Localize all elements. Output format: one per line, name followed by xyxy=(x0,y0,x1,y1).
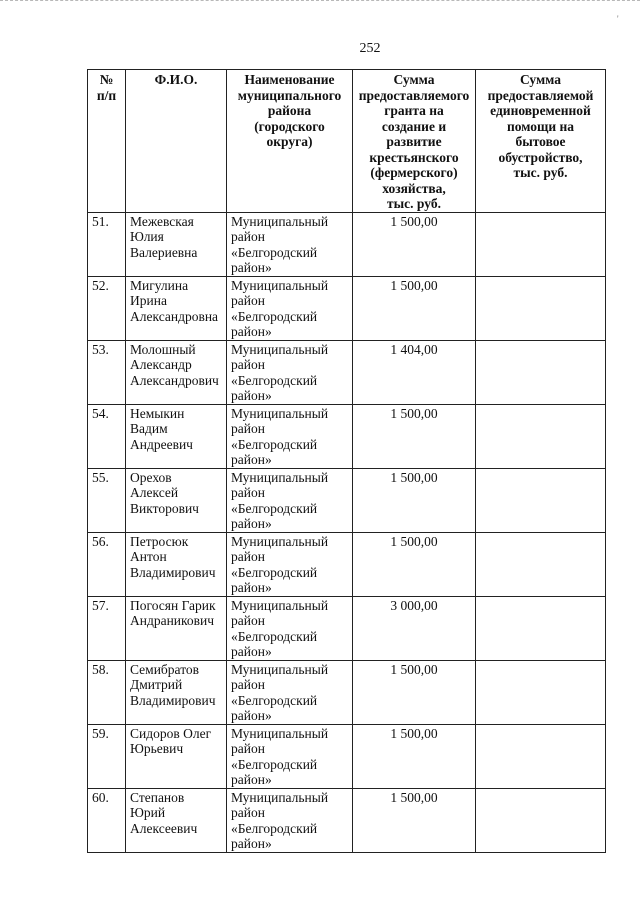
row-district: Муниципальный район «Белгородский район» xyxy=(227,468,353,532)
row-full-name: Степанов Юрий Алексеевич xyxy=(126,788,227,852)
row-grant-amount: 1 500,00 xyxy=(353,788,476,852)
table-row xyxy=(88,660,606,724)
corner-mark: ' xyxy=(617,14,619,24)
row-full-name: Погосян Гарик Андраникович xyxy=(126,596,227,660)
row-district: Муниципальный район «Белгородский район» xyxy=(227,788,353,852)
row-number: 58. xyxy=(88,660,126,724)
row-grant-amount: 1 500,00 xyxy=(353,276,476,340)
table-header-row xyxy=(88,70,606,213)
row-full-name: Сидоров Олег Юрьевич xyxy=(126,724,227,788)
row-full-name: Петросюк Антон Владимирович xyxy=(126,532,227,596)
row-aid-amount xyxy=(476,468,606,532)
row-grant-amount: 1 404,00 xyxy=(353,340,476,404)
row-aid-amount xyxy=(476,596,606,660)
row-aid-amount xyxy=(476,532,606,596)
row-aid-amount xyxy=(476,212,606,276)
header-district: Наименование муниципального района (городского округа) xyxy=(227,70,353,213)
row-aid-amount xyxy=(476,724,606,788)
row-number: 53. xyxy=(88,340,126,404)
row-number: 59. xyxy=(88,724,126,788)
row-number: 52. xyxy=(88,276,126,340)
row-grant-amount: 1 500,00 xyxy=(353,212,476,276)
row-district: Муниципальный район «Белгородский район» xyxy=(227,340,353,404)
table-row xyxy=(88,276,606,340)
table-row xyxy=(88,724,606,788)
table-row xyxy=(88,532,606,596)
row-district: Муниципальный район «Белгородский район» xyxy=(227,276,353,340)
table-row xyxy=(88,212,606,276)
row-grant-amount: 1 500,00 xyxy=(353,660,476,724)
row-district: Муниципальный район «Белгородский район» xyxy=(227,212,353,276)
row-number: 51. xyxy=(88,212,126,276)
row-full-name: Орехов Алексей Викторович xyxy=(126,468,227,532)
header-full-name: Ф.И.О. xyxy=(126,70,227,213)
header-number: № п/п xyxy=(88,70,126,213)
table-row xyxy=(88,788,606,852)
recipients-table xyxy=(87,69,606,853)
row-number: 57. xyxy=(88,596,126,660)
row-district: Муниципальный район «Белгородский район» xyxy=(227,724,353,788)
row-grant-amount: 1 500,00 xyxy=(353,532,476,596)
table-row xyxy=(88,468,606,532)
row-aid-amount xyxy=(476,660,606,724)
row-aid-amount xyxy=(476,276,606,340)
table-row xyxy=(88,404,606,468)
row-grant-amount: 1 500,00 xyxy=(353,404,476,468)
row-number: 55. xyxy=(88,468,126,532)
row-district: Муниципальный район «Белгородский район» xyxy=(227,532,353,596)
row-full-name: Межевская Юлия Валериевна xyxy=(126,212,227,276)
row-district: Муниципальный район «Белгородский район» xyxy=(227,596,353,660)
row-full-name: Немыкин Вадим Андреевич xyxy=(126,404,227,468)
row-grant-amount: 3 000,00 xyxy=(353,596,476,660)
row-district: Муниципальный район «Белгородский район» xyxy=(227,660,353,724)
row-full-name: Мигулина Ирина Александровна xyxy=(126,276,227,340)
row-grant-amount: 1 500,00 xyxy=(353,468,476,532)
table-row xyxy=(88,340,606,404)
row-grant-amount: 1 500,00 xyxy=(353,724,476,788)
page-top-edge xyxy=(0,0,640,2)
row-number: 54. xyxy=(88,404,126,468)
row-aid-amount xyxy=(476,340,606,404)
row-full-name: Семибратов Дмитрий Владимирович xyxy=(126,660,227,724)
row-aid-amount xyxy=(476,788,606,852)
row-district: Муниципальный район «Белгородский район» xyxy=(227,404,353,468)
header-grant-amount: Сумма предоставляемого гранта на создание и развитие крестьянского (фермерского) хозяйства, тыс. руб. xyxy=(353,70,476,213)
row-aid-amount xyxy=(476,404,606,468)
row-number: 60. xyxy=(88,788,126,852)
row-full-name: Молошный Александр Александрович xyxy=(126,340,227,404)
row-number: 56. xyxy=(88,532,126,596)
header-aid-amount: Сумма предоставляемой единовременной помощи на бытовое обустройство, тыс. руб. xyxy=(476,70,606,213)
table-row xyxy=(88,596,606,660)
page-number: 252 xyxy=(359,41,381,56)
